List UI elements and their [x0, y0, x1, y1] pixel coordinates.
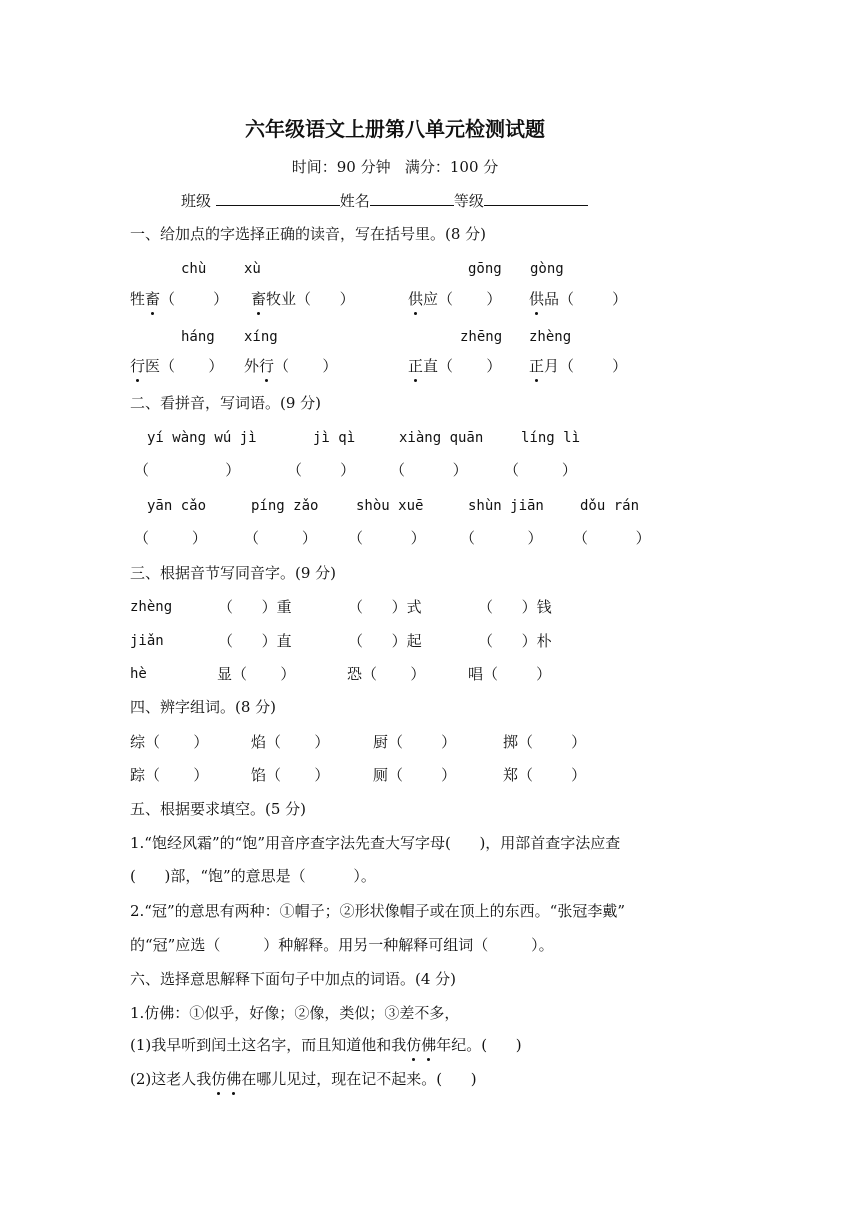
question-item: 畜牧业（ ） [251, 290, 355, 308]
pinyin: dǒu rán [580, 498, 640, 514]
class-field[interactable] [216, 191, 340, 206]
question-item: 正月（ ） [529, 357, 628, 375]
student-info-line [181, 191, 588, 211]
section-5-heading: 五、根据要求填空。(5 分) [130, 800, 307, 818]
name-field[interactable] [370, 191, 454, 206]
section-2-heading: 二、看拼音，写词语。(9 分) [130, 394, 322, 412]
answer-blank[interactable]: （ ） [134, 529, 207, 547]
answer-blank[interactable]: （ ）重 [218, 598, 292, 616]
section-3-heading: 三、根据音节写同音字。(9 分) [130, 564, 337, 582]
answer-blank[interactable]: （ ） [390, 461, 468, 479]
question-text: 1.仿佛：①似乎，好像；②像，类似；③差不多， [130, 1004, 460, 1022]
grade-label: 等级 [453, 192, 484, 210]
answer-blank[interactable]: 厨（ ） [373, 733, 457, 751]
pinyin: shòu xuē [356, 498, 424, 514]
pinyin: jiǎn [130, 633, 164, 649]
pinyin: jì qì [313, 430, 356, 446]
answer-blank[interactable]: 恐（ ） [347, 665, 426, 683]
pinyin: zhēng [460, 329, 503, 345]
pinyin: yí wàng wú jì [147, 430, 257, 446]
answer-blank[interactable]: （ ） [287, 461, 356, 479]
pinyin: háng [181, 329, 215, 345]
question-text: ( )部，“饱”的意思是（ ）。 [130, 867, 376, 885]
pinyin: líng lì [521, 430, 581, 446]
page-title: 六年级语文上册第八单元检测试题 [245, 117, 545, 141]
section-1-heading: 一、给加点的字选择正确的读音，写在括号里。(8 分) [130, 225, 487, 243]
question-item: 正直（ ） [408, 357, 502, 375]
answer-blank[interactable]: 唱（ ） [468, 665, 552, 683]
answer-blank[interactable]: 郑（ ） [503, 766, 587, 784]
question-item: 外行（ ） [244, 357, 338, 375]
question-text: (2)这老人我仿佛在哪儿见过，现在记不起来。( ) [130, 1070, 477, 1088]
question-item: 供应（ ） [408, 290, 502, 308]
question-text: 1.“饱经风霜”的“饱”用音序查字法先查大写字母( )，用部首查字法应查 [130, 834, 621, 852]
answer-blank[interactable]: （ ） [244, 529, 317, 547]
pinyin: zhèng [130, 599, 173, 615]
answer-blank[interactable]: （ ） [134, 461, 241, 479]
section-4-heading: 四、辨字组词。(8 分) [130, 698, 277, 716]
answer-blank[interactable]: 掷（ ） [503, 733, 587, 751]
answer-blank[interactable]: （ ）式 [348, 598, 422, 616]
pinyin: xíng [244, 329, 278, 345]
question-item: 供品（ ） [529, 290, 628, 308]
answer-blank[interactable]: （ ） [348, 529, 426, 547]
question-text: (1)我早听到闰土这名字，而且知道他和我仿佛年纪。( ) [130, 1036, 522, 1054]
pinyin: zhèng [529, 329, 572, 345]
answer-blank[interactable]: （ ）朴 [478, 632, 552, 650]
answer-blank[interactable]: （ ） [460, 529, 543, 547]
answer-blank[interactable]: 综（ ） [130, 733, 209, 751]
answer-blank[interactable]: 厕（ ） [373, 766, 457, 784]
class-label: 班级 [181, 192, 212, 210]
question-item: 牲畜（ ） [130, 290, 229, 308]
answer-blank[interactable]: （ ） [504, 461, 577, 479]
pinyin: xù [244, 261, 261, 277]
grade-field[interactable] [484, 191, 588, 206]
answer-blank[interactable]: （ ）起 [348, 632, 422, 650]
question-text: 2.“冠”的意思有两种：①帽子；②形状像帽子或在顶上的东西。“张冠李戴” [130, 902, 625, 920]
answer-blank[interactable]: 踪（ ） [130, 766, 209, 784]
name-label: 姓名 [339, 192, 370, 210]
pinyin: gòng [530, 261, 564, 277]
pinyin: gōng [468, 261, 502, 277]
answer-blank[interactable]: 显（ ） [217, 665, 296, 683]
pinyin: xiàng quān [399, 430, 484, 446]
answer-blank[interactable]: （ ）直 [218, 632, 292, 650]
question-text: 的“冠”应选（ ）种解释。用另一种解释可组词（ ）。 [130, 936, 554, 954]
pinyin: yān cǎo [147, 498, 207, 514]
pinyin: hè [130, 666, 147, 682]
answer-blank[interactable]: 焰（ ） [251, 733, 330, 751]
pinyin: shùn jiān [468, 498, 544, 514]
answer-blank[interactable]: （ ）钱 [478, 598, 552, 616]
pinyin: chù [181, 261, 207, 277]
answer-blank[interactable]: （ ） [573, 529, 651, 547]
pinyin: píng zǎo [251, 498, 319, 514]
section-6-heading: 六、选择意思解释下面句子中加点的词语。(4 分) [130, 970, 457, 988]
answer-blank[interactable]: 馅（ ） [251, 766, 330, 784]
exam-info: 时间：90 分钟 满分：100 分 [291, 158, 499, 176]
question-item: 行医（ ） [130, 357, 224, 375]
